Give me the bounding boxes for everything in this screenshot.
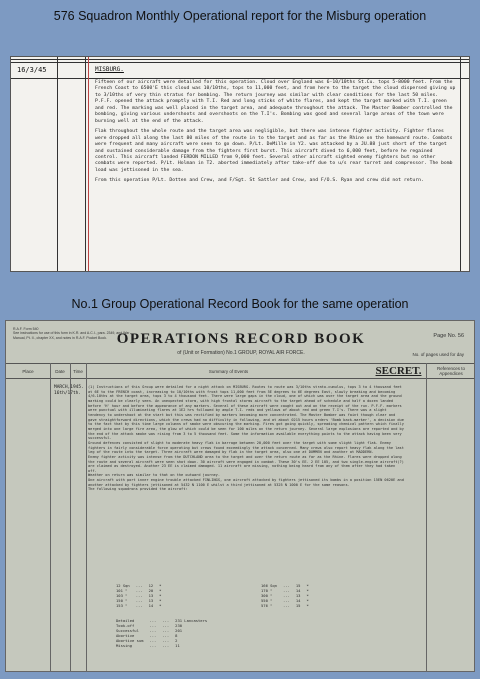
table-cell: ... [162, 628, 170, 633]
column-divider [86, 363, 87, 671]
date-column-line [57, 57, 58, 271]
table-cell: Successful [116, 628, 139, 633]
table-cell: ... [149, 638, 157, 643]
table-cell: ... [283, 603, 290, 608]
table-cell: 13 [148, 598, 154, 603]
table-cell: * [159, 583, 162, 588]
table-cell: 14 [148, 603, 154, 608]
table-cell: ... [149, 628, 157, 633]
report-paragraph: From this operation P/Lt. Dotten and Crew, and F/Sgt. St Sattler and Crew, and F/O.S. Ryan and crew did not return. [95, 178, 424, 184]
table-cell: 20 [148, 588, 154, 593]
table-cell: ... [135, 598, 143, 603]
caption-squadron-report: 576 Squadron Monthly Operational report for the Misburg operation [53, 9, 427, 23]
table-cell: Abortive [116, 633, 135, 638]
table-cell: Missing [116, 643, 133, 648]
table-cell: * [159, 588, 162, 593]
table-cell: * [159, 603, 162, 608]
table-cell: 231 Lancasters [175, 618, 208, 623]
column-header-summary: Summary of Events [86, 363, 371, 379]
table-cell: 11 [175, 643, 180, 648]
table-cell: ... [283, 593, 290, 598]
table-cell: 13 [148, 593, 154, 598]
table-row [116, 603, 167, 608]
table-cell: 230 [175, 623, 183, 628]
totals-table [116, 618, 213, 648]
table-cell: 170 " [261, 588, 273, 593]
report-body [95, 80, 457, 185]
table-cell: ... [162, 633, 170, 638]
table-cell: 101 " [116, 588, 128, 593]
table-cell: 2 [175, 638, 178, 643]
table-cell: 15 [295, 583, 301, 588]
column-header-references: References to Appendices [426, 363, 475, 379]
report-paragraph: Fifteen of our aircraft were detailed for this operation. Cloud over England was 6-10/10ths St.Cu. tops 5-8000 feet. From the French Coast to 6500'E this cloud was 10/10ths, tops to 11,000 feet, and from here to the target the cloud dispersed giving up to 3/10ths of very thin stratus for bombing. The return journey was similar with clear conditions for the last 50 miles. P.F.F. opened the attack promptly with T.I. Red and long sticks of white flares, and kept the target marked with T.I. green and red. The marking was well placed in the target area, and adequate throughout the attack. The Master Bomber controlled the bombing, giving various undershoots and overshoots on the T.I's. Bombing was good and several large areas of the town were burning well at the end of the attack. [95, 80, 456, 124]
top-rule-double [11, 62, 469, 63]
column-divider [426, 363, 427, 671]
report-date: 16/3/45 [17, 66, 47, 74]
table-cell: 150 " [116, 598, 128, 603]
table-cell: 12 [148, 583, 154, 588]
column-header-date: Date [50, 363, 70, 379]
table-cell: ... [149, 618, 157, 623]
margin-line [85, 57, 86, 271]
operations-record-book-document [5, 320, 475, 672]
table-cell: ... [149, 623, 157, 628]
table-cell: 13 [295, 593, 301, 598]
table-cell: * [159, 598, 162, 603]
table-cell: 12 Sqn [116, 583, 130, 588]
column-header-time: Time [70, 363, 86, 379]
margin-line-red [88, 57, 89, 271]
table-cell: ... [149, 643, 157, 648]
table-cell: 103 " [116, 593, 128, 598]
table-cell: * [306, 593, 309, 598]
table-cell: 166 Sqn [261, 583, 278, 588]
table-cell: 153 " [116, 603, 128, 608]
caption-group-record-book: No.1 Group Operational Record Book for the same operation [71, 297, 409, 311]
page-number: Page No. 56 [433, 333, 464, 339]
entry-date: MARCH,1945. 16th/17th. [54, 385, 84, 396]
table-cell: 550 " [261, 598, 273, 603]
column-header-place: Place [6, 363, 50, 379]
table-cell: 14 [295, 588, 301, 593]
table-cell: 15 [295, 603, 301, 608]
table-cell: ... [283, 583, 290, 588]
top-rule [11, 59, 469, 60]
entry-summary: (1) Instructions of this Group were detailed for a night attack on MISBURG. Routes to route was 3/10ths strato-cumulus, tops 3 to 4 thousand feet at 6E to the FRENCH coast, increasing to 10/10ths with frost tops 11,000 feet from 5E degrees to 6E degrees East, slowly breaking and becoming 4/6-10ths at the target area, tops 3 to 4 thousand feet. There were large gaps in the cloud, one of which was over the target area and the ground marking could be clearly seen. An unexpected storm, with high frontal storms aircraft to the target ahead of schedule and half a dozen landed before 'H' hour and before the appearance of any markers. Several of these aircraft were caught out and on the receipt of the run. P.F.F. markers were punctual with illuminating flares at 1E2 hrs followed by ample T.I. reds and yellows of about red and green T.I's. There was a slight tendency to undershoot at the start but this was rectified by markers becoming more concentrated. The Master Bomber was faint though clear and gave straightforward directions, which the crews had no difficulty in following, and at about 0215 hours orders 'Bomb back-marker', a decision due to the fact that by this time large columns of smoke were obscuring the marking. Fires got going quickly, spreading chemical pattern which finally merged into one large fire area, the glow of which could be seen for 100 miles on the return journey. Several large explosions are reported and by the end of the attack smoke was rising from 3 to 5 thousand feet. Some the information available everything points to the attack having been very successful. Ground defences consisted of slight to moderate heavy flak in barrage between 20,000 feet over the target with some slight light flak. Enemy fighters in fairly considerable force operating but crews found exceedingly the attack concerned. Many crews also report heavy flak along the last leg of the route into the target. Three aircraft were damaged by flak in the target area, also one at DUMMEN and another at MADDERN. Enemy fighter activity was intense from the DUTCHLAND area to the target and over the return route as far as the Rhine. Flares were dropped along the route and several aircraft were seen shot down. 30 aircraft were engaged in combat. These 30's EE. 2 EE 105, and two single-engine aircraft(?) are claimed as destroyed. Another 23 EE is claimed damaged. 11 aircraft are missing, nothing being heard from any of them after they had taken off. Weather on return was similar to that on the outward journey. One aircraft with port inner engine trouble attacked FINLINGS, one aircraft attacked by fighters jettisoned its bombs in a position 15EN 0620E and another attacked by fighters jettisoned at 5432 N 1100 E whilst a third jettisoned at 5325 N 1000 E for the same reasons. The following squadrons provided the aircraft: [88, 385, 404, 492]
table-cell: ... [162, 638, 170, 643]
table-cell: 300 " [261, 593, 273, 598]
squadron-report-document [10, 56, 470, 272]
table-cell: ... [135, 593, 143, 598]
table-cell: 201 [175, 628, 183, 633]
report-heading: MISBURG. [95, 66, 124, 73]
table-cell: * [159, 593, 162, 598]
record-book-unit: of (Unit or Formation) No.1 GROUP, ROYAL AIR FORCE. [177, 350, 305, 356]
table-cell: 8 [175, 633, 178, 638]
table-cell: * [306, 598, 309, 603]
right-margin-line [460, 57, 461, 271]
table-row [116, 643, 213, 648]
record-book-title: OPERATIONS RECORD BOOK [116, 331, 366, 347]
column-divider [50, 363, 51, 671]
squadron-table-left [116, 583, 167, 608]
form-reference: R.A.F. Form 540 See instructions for use of this form in K.R. and A.C.I., para. 2349, and War Manual, Pt. II., chapter XX, and notes in R.A.F. Pocket Book. [13, 327, 130, 340]
classification-stamp: SECRET. [375, 365, 422, 377]
table-cell: Took-off [116, 623, 135, 628]
table-cell: ... [162, 643, 170, 648]
header-rule [11, 78, 469, 79]
table-cell: * [306, 583, 309, 588]
table-cell: ... [149, 633, 157, 638]
table-cell: ... [162, 618, 170, 623]
table-cell: ... [283, 588, 290, 593]
table-cell: ... [135, 603, 143, 608]
table-cell: ... [162, 623, 170, 628]
table-cell: * [306, 603, 309, 608]
table-cell: ... [283, 598, 290, 603]
column-divider [70, 363, 71, 671]
table-row [261, 603, 315, 608]
table-cell: 576 " [261, 603, 273, 608]
table-cell: Detailed [116, 618, 135, 623]
squadron-table-right [261, 583, 315, 608]
table-cell: * [306, 588, 309, 593]
table-cell: 14 [295, 598, 301, 603]
table-cell: Abortive sum [116, 638, 144, 643]
table-cell: ... [135, 588, 143, 593]
table-cell: ... [135, 583, 143, 588]
report-paragraph: Flak throughout the whole route and the target area was negligible, but there was intense fighter activity. Fighter flares were dropped all along the last 80 miles of the route in to the target and as far as the Rhine on the homeward route. Combats were frequent and many aircraft were seen to go down. P/Lt. DeMille in Y2. was attacked by a JU.88 just short of the target and sustained considerable damage from the fighters first burst. This aircraft dived to 6,000 feet, before he regained control. This aircraft landed FERDON MILLED from 9,000 feet. Several other aircraft sighted enemy fighters but no other combats were reported. P/Lt. Holman in T2. aborted immediately after take-off due to u/s rear turret and compressor. The bomb load was jettisoned in the sea. [95, 129, 453, 173]
pages-used-label: No. of pages used for day [412, 352, 464, 357]
